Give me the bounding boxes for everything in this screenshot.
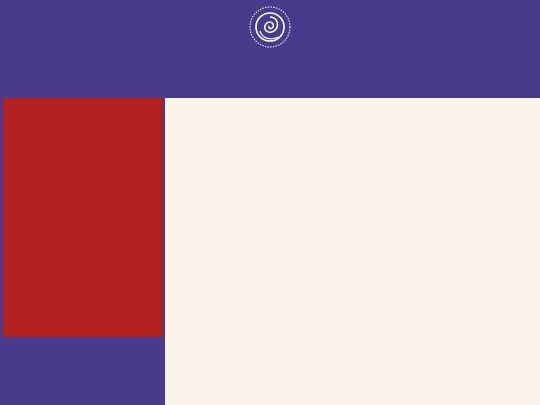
site-header bbox=[0, 0, 540, 92]
main-content bbox=[165, 98, 540, 405]
rose-logo-icon[interactable] bbox=[248, 5, 292, 49]
grammar-sidebar bbox=[3, 98, 163, 337]
